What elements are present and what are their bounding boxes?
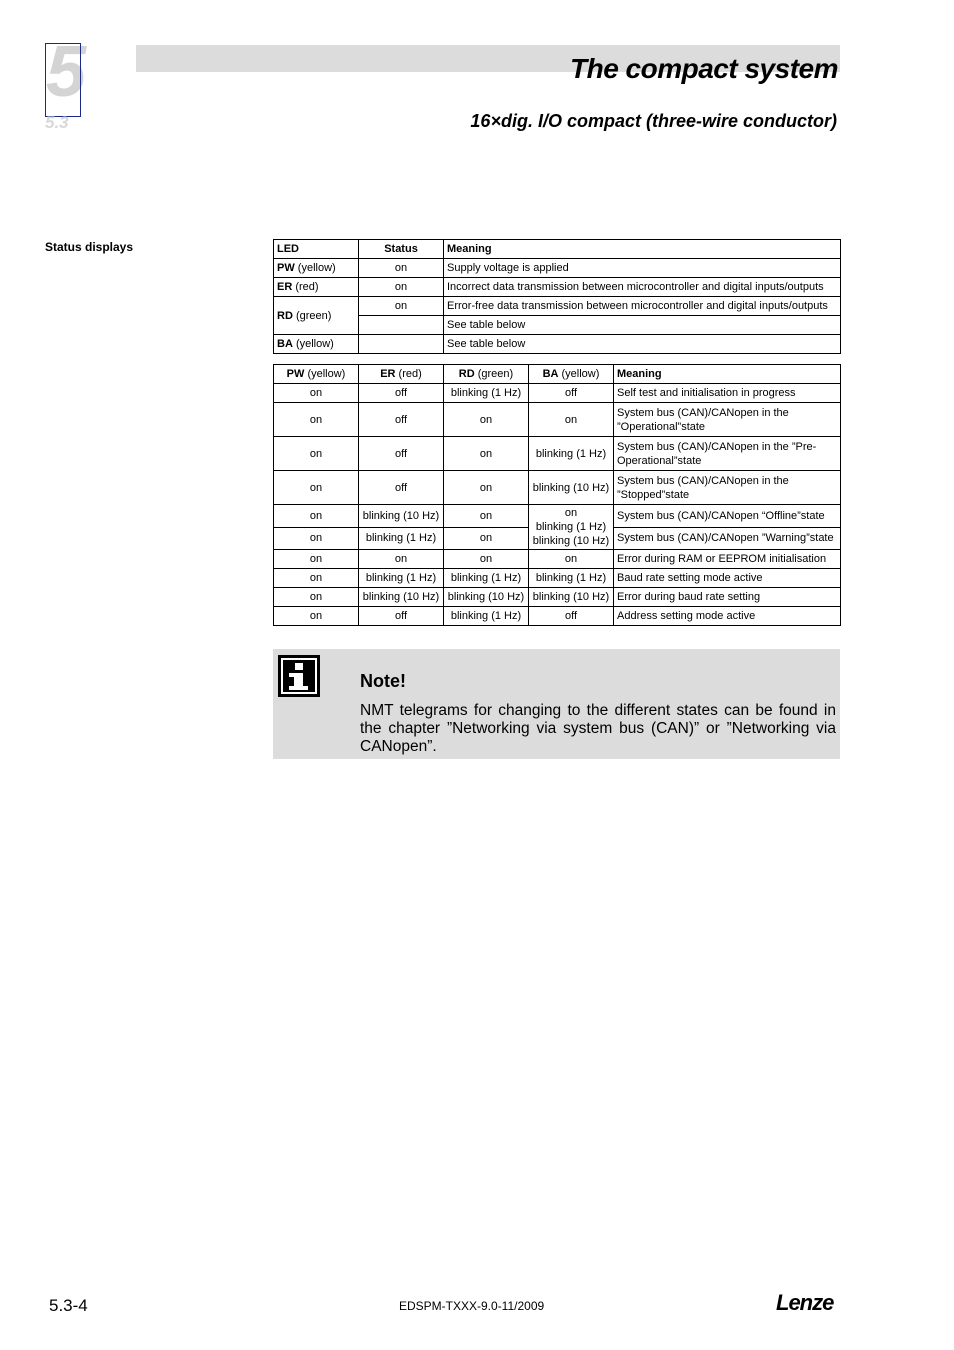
- section-number: 5.3: [45, 113, 69, 132]
- header-cell: LED: [274, 240, 359, 259]
- ba-cell: off: [529, 384, 614, 403]
- side-heading: Status displays: [45, 240, 134, 254]
- table-row: [274, 471, 841, 505]
- led-name: PW: [286, 368, 305, 380]
- led-name: BA: [277, 338, 293, 350]
- meaning-cell: System bus (CAN)/CANopen in the ”Pre-Operational”state: [614, 437, 841, 471]
- info-icon: [278, 655, 320, 697]
- rd-cell: on: [444, 527, 529, 550]
- er-cell: blinking (1 Hz): [359, 569, 444, 588]
- ba-cell: blinking (10 Hz): [529, 471, 614, 505]
- table-row: [274, 588, 841, 607]
- led-cell: [274, 335, 359, 354]
- led-name: ER: [380, 368, 396, 380]
- meaning-cell: System bus (CAN)/CANopen ”Warning”state: [614, 527, 841, 550]
- pw-cell: on: [274, 527, 359, 550]
- er-cell: off: [359, 437, 444, 471]
- table-row: [274, 607, 841, 626]
- status-cell: on: [359, 297, 444, 316]
- er-cell: off: [359, 384, 444, 403]
- ba-cell: on: [529, 550, 614, 569]
- header-cell: [444, 365, 529, 384]
- page-number: 5.3-4: [49, 1296, 88, 1315]
- chapter-marker-frame: [45, 43, 81, 117]
- rd-cell: blinking (1 Hz): [444, 384, 529, 403]
- meaning-cell: Error during RAM or EEPROM initialisation: [614, 550, 841, 569]
- pw-cell: on: [274, 471, 359, 505]
- led-status-table: [273, 239, 841, 354]
- meaning-cell: Supply voltage is applied: [444, 259, 841, 278]
- led-color: (yellow): [307, 368, 346, 380]
- ba-cell-merged: [529, 505, 614, 550]
- rd-cell: on: [444, 550, 529, 569]
- status-cell: on: [359, 278, 444, 297]
- table-row: [274, 569, 841, 588]
- led-cell: [274, 297, 359, 335]
- table-row: [274, 259, 841, 278]
- rd-cell: blinking (10 Hz): [444, 588, 529, 607]
- er-cell: blinking (10 Hz): [359, 588, 444, 607]
- rd-cell: blinking (1 Hz): [444, 569, 529, 588]
- pw-cell: on: [274, 505, 359, 528]
- header-cell: [359, 365, 444, 384]
- rd-cell: on: [444, 505, 529, 528]
- led-color: (green): [295, 309, 332, 322]
- meaning-cell: Self test and initialisation in progress: [614, 384, 841, 403]
- led-color: (red): [295, 281, 319, 293]
- ba-value: on: [564, 507, 578, 519]
- header-cell: Status: [359, 240, 444, 259]
- note-title: Note!: [360, 671, 406, 691]
- header-cell: [529, 365, 614, 384]
- rd-cell: on: [444, 471, 529, 505]
- table-row: [274, 550, 841, 569]
- led-name: BA: [542, 368, 559, 380]
- rd-cell: on: [444, 403, 529, 437]
- meaning-cell: System bus (CAN)/CANopen “Offline”state: [614, 505, 841, 528]
- er-cell: off: [359, 471, 444, 505]
- led-name: RD: [458, 368, 475, 380]
- ba-cell: blinking (10 Hz): [529, 588, 614, 607]
- led-color: (yellow): [297, 262, 336, 274]
- meaning-cell: Address setting mode active: [614, 607, 841, 626]
- led-name: PW: [277, 262, 295, 274]
- led-cell: [274, 259, 359, 278]
- table-row: [274, 384, 841, 403]
- table-row: [274, 437, 841, 471]
- meaning-cell: See table below: [444, 335, 841, 354]
- page-title: The compact system: [570, 53, 838, 84]
- pw-cell: on: [274, 569, 359, 588]
- chapter-number: 5: [46, 32, 85, 112]
- table-row: [274, 316, 841, 335]
- table-row: [274, 278, 841, 297]
- led-name: ER: [277, 281, 293, 293]
- table-row: [274, 335, 841, 354]
- er-cell: off: [359, 607, 444, 626]
- ba-cell: on: [529, 403, 614, 437]
- status-cell: [359, 335, 444, 354]
- note-text: NMT telegrams for changing to the different states can be found in the chapter ”Networking via system bus (CAN)” or ”Networking via CANopen”.: [360, 702, 836, 755]
- meaning-cell: System bus (CAN)/CANopen in the ”Operational”state: [614, 403, 841, 437]
- led-combination-table: [273, 364, 841, 626]
- page-subtitle: 16×dig. I/O compact (three-wire conductor): [470, 111, 837, 131]
- led-name: RD: [277, 309, 293, 322]
- document-id: EDSPM-TXXX-9.0-11/2009: [399, 1299, 545, 1313]
- rd-cell: blinking (1 Hz): [444, 607, 529, 626]
- status-cell: [359, 316, 444, 335]
- led-color: (green): [477, 368, 514, 380]
- ba-cell: blinking (1 Hz): [529, 569, 614, 588]
- meaning-cell: System bus (CAN)/CANopen in the ”Stopped”state: [614, 471, 841, 505]
- meaning-cell: Error-free data transmission between microcontroller and digital inputs/outputs: [444, 297, 841, 316]
- meaning-cell: See table below: [444, 316, 841, 335]
- er-cell: off: [359, 403, 444, 437]
- er-cell: on: [359, 550, 444, 569]
- led-color: (red): [398, 368, 422, 380]
- led-cell: [274, 278, 359, 297]
- meaning-cell: Incorrect data transmission between microcontroller and digital inputs/outputs: [444, 278, 841, 297]
- table-header-row: [274, 365, 841, 384]
- header-cell: [274, 365, 359, 384]
- pw-cell: on: [274, 607, 359, 626]
- ba-cell: blinking (1 Hz): [529, 437, 614, 471]
- ba-value: blinking (1 Hz): [535, 521, 607, 533]
- led-color: (yellow): [561, 368, 600, 380]
- table-row: [274, 403, 841, 437]
- meaning-cell: Baud rate setting mode active: [614, 569, 841, 588]
- pw-cell: on: [274, 437, 359, 471]
- pw-cell: on: [274, 588, 359, 607]
- pw-cell: on: [274, 403, 359, 437]
- rd-cell: on: [444, 437, 529, 471]
- er-cell: blinking (1 Hz): [359, 527, 444, 550]
- er-cell: blinking (10 Hz): [359, 505, 444, 528]
- pw-cell: on: [274, 550, 359, 569]
- table-row: [274, 297, 841, 316]
- table-header-row: [274, 240, 841, 259]
- header-cell: Meaning: [614, 365, 841, 384]
- ba-cell: off: [529, 607, 614, 626]
- meaning-cell: Error during baud rate setting: [614, 588, 841, 607]
- ba-value: blinking (10 Hz): [532, 535, 610, 547]
- header-cell: Meaning: [444, 240, 841, 259]
- led-color: (yellow): [295, 338, 334, 350]
- table-row: [274, 505, 841, 528]
- status-cell: on: [359, 259, 444, 278]
- pw-cell: on: [274, 384, 359, 403]
- brand-logo: Lenze: [776, 1290, 834, 1315]
